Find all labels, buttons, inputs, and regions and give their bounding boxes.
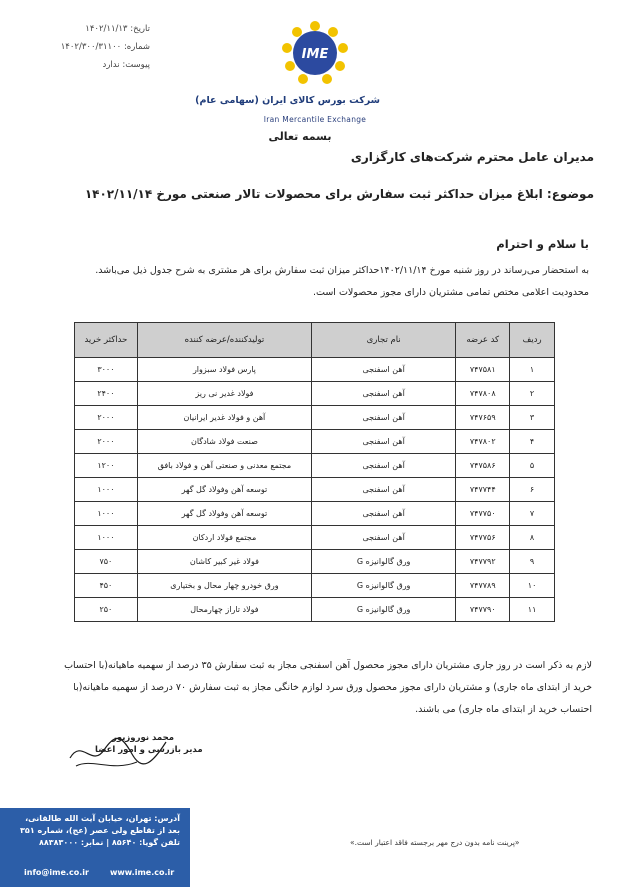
number-label: شماره:	[123, 42, 150, 52]
header-max-purchase: حداکثر خرید	[75, 323, 138, 358]
cell-producer: فولاد غیر کبیر کاشان	[137, 550, 311, 574]
cell-max-purchase: ۱۰۰۰	[75, 478, 138, 502]
date-value: ۱۴۰۲/۱۱/۱۳	[85, 24, 128, 34]
address-line-1: آدرس: تهران، خیابان آیت الله طالقانی،	[25, 814, 180, 823]
cell-offer-code: ۷۴۷۵۸۶	[456, 454, 510, 478]
attachment-label: پیوست:	[122, 60, 150, 70]
signatory-title: مدیر بازرسی و امور اعضا	[95, 745, 203, 755]
cell-trade-name: آهن اسفنجی	[312, 406, 456, 430]
cell-max-purchase: ۳۰۰۰	[75, 358, 138, 382]
table-row	[75, 406, 555, 430]
cell-max-purchase: ۱۲۰۰	[75, 454, 138, 478]
cell-trade-name: ورق گالوانیزه G	[312, 598, 456, 622]
attachment-row	[40, 56, 150, 74]
cell-index: ۵	[510, 454, 555, 478]
company-name-en: Iran Mercantile Exchange	[263, 115, 367, 124]
cell-trade-name: آهن اسفنجی	[312, 502, 456, 526]
cell-index: ۱	[510, 358, 555, 382]
cell-offer-code: ۷۴۷۷۵۶	[456, 526, 510, 550]
recipient: مدیران عامل محترم شرکت‌های کارگزاری	[350, 150, 594, 164]
note-line-1: لازم به ذکر است در روز جاری مشتریان دارای مجوز محصول آهن اسفنجی مجاز به ثبت سفارش ۳۵ درصد از سهمیه ماهیانه(با احتساب	[64, 660, 592, 671]
cell-max-purchase: ۷۵۰	[75, 550, 138, 574]
cell-trade-name: آهن اسفنجی	[312, 454, 456, 478]
cell-index: ۱۰	[510, 574, 555, 598]
cell-producer: آهن و فولاد غدیر ایرانیان	[137, 406, 311, 430]
cell-trade-name: آهن اسفنجی	[312, 358, 456, 382]
header-trade-name: نام تجاری	[312, 323, 456, 358]
signatory-name: محمد نوروزپور	[112, 733, 174, 743]
footer-contact-box	[0, 808, 190, 887]
cell-offer-code: ۷۴۷۸۰۲	[456, 430, 510, 454]
ime-logo	[195, 20, 380, 124]
cell-index: ۱۱	[510, 598, 555, 622]
cell-offer-code: ۷۴۷۷۵۰	[456, 502, 510, 526]
date-label: تاریخ:	[130, 24, 150, 34]
cell-trade-name: آهن اسفنجی	[312, 478, 456, 502]
footnote: «پرینت نامه بدون درج مهر برجسته فاقد اعتبار است.»	[350, 838, 520, 847]
greeting: با سلام و احترام	[496, 237, 589, 251]
note-line-3: احتساب خرید از ابتدای ماه جاری) می باشند.	[415, 704, 592, 715]
table-row	[75, 598, 555, 622]
cell-index: ۷	[510, 502, 555, 526]
cell-offer-code: ۷۴۷۸۰۸	[456, 382, 510, 406]
cell-producer: توسعه آهن وفولاد گل گهر	[137, 478, 311, 502]
table-row	[75, 382, 555, 406]
cell-producer: صنعت فولاد شادگان	[137, 430, 311, 454]
cell-max-purchase: ۲۵۰	[75, 598, 138, 622]
letter-meta	[40, 20, 150, 74]
cell-offer-code: ۷۴۷۵۸۱	[456, 358, 510, 382]
footer-website[interactable]: www.ime.co.ir	[110, 868, 175, 877]
table-row	[75, 454, 555, 478]
cell-trade-name: آهن اسفنجی	[312, 382, 456, 406]
cell-index: ۴	[510, 430, 555, 454]
letter-body	[24, 260, 589, 304]
cell-producer: ورق خودرو چهار محال و بختیاری	[137, 574, 311, 598]
footer-address	[0, 813, 180, 849]
cell-producer: فولاد غدیر نی ریز	[137, 382, 311, 406]
basmala: بسمه تعالی	[268, 130, 332, 143]
cell-offer-code: ۷۴۷۷۹۲	[456, 550, 510, 574]
cell-offer-code: ۷۴۷۷۴۴	[456, 478, 510, 502]
body-line-1: به استحضار می‌رساند در روز شنبه مورخ ۱۴۰۲/۱۱/۱۴حداکثر میزان ثبت سفارش برای هر مشتری به شرح جدول ذیل می‌باشد.	[95, 265, 589, 276]
cell-offer-code: ۷۴۷۷۸۹	[456, 574, 510, 598]
cell-max-purchase: ۲۰۰۰	[75, 430, 138, 454]
note-line-2: خرید از ابتدای ماه جاری) و مشتریان دارای مجوز محصول ورق سرد لوازم خانگی مجاز به ثبت سفارش ۷۰ درصد از سهمیه ماهیانه(با	[73, 682, 592, 693]
table-header-row	[75, 323, 555, 358]
number-value: ۱۴۰۲/۳۰۰/۳۱۱۰۰	[60, 42, 122, 52]
body-line-2: محدودیت اعلامی مختص تمامی مشتریان دارای مجوز محصولات است.	[312, 287, 589, 298]
cell-producer: فولاد تاراز چهارمحال	[137, 598, 311, 622]
cell-producer: توسعه آهن وفولاد گل گهر	[137, 502, 311, 526]
table-row	[75, 358, 555, 382]
table-row	[75, 526, 555, 550]
cell-max-purchase: ۲۴۰۰	[75, 382, 138, 406]
cell-offer-code: ۷۴۷۶۵۹	[456, 406, 510, 430]
date-row	[40, 20, 150, 38]
company-name-fa: شرکت بورس کالای ایران (سهامی عام)	[195, 95, 380, 106]
cell-producer: مجتمع فولاد اردکان	[137, 526, 311, 550]
cell-offer-code: ۷۴۷۷۹۰	[456, 598, 510, 622]
ime-logo-mark	[280, 20, 350, 86]
table-row	[75, 550, 555, 574]
table-row	[75, 430, 555, 454]
cell-trade-name: ورق گالوانیزه G	[312, 574, 456, 598]
cell-index: ۳	[510, 406, 555, 430]
cell-index: ۸	[510, 526, 555, 550]
attachment-value: ندارد	[102, 60, 120, 70]
cell-max-purchase: ۴۵۰	[75, 574, 138, 598]
cell-max-purchase: ۲۰۰۰	[75, 406, 138, 430]
number-row	[40, 38, 150, 56]
footer-email[interactable]: info@ime.co.ir	[24, 868, 89, 877]
header-index: ردیف	[510, 323, 555, 358]
cell-max-purchase: ۱۰۰۰	[75, 502, 138, 526]
cell-trade-name: ورق گالوانیزه G	[312, 550, 456, 574]
cell-producer: مجتمع معدنی و صنعتی آهن و فولاد بافق	[137, 454, 311, 478]
table-row	[75, 502, 555, 526]
cell-trade-name: آهن اسفنجی	[312, 430, 456, 454]
svg-text:IME: IME	[301, 47, 329, 62]
cell-index: ۲	[510, 382, 555, 406]
cell-producer: پارس فولاد سبزوار	[137, 358, 311, 382]
order-limits-table	[74, 322, 555, 622]
cell-trade-name: آهن اسفنجی	[312, 526, 456, 550]
cell-index: ۹	[510, 550, 555, 574]
header-producer: تولیدکننده/عرضه کننده	[137, 323, 311, 358]
address-line-2: بعد از تقاطع ولی عصر (عج)، شماره ۳۵۱	[20, 826, 180, 835]
cell-max-purchase: ۱۰۰۰	[75, 526, 138, 550]
note-paragraph	[22, 655, 592, 721]
cell-index: ۶	[510, 478, 555, 502]
table-row	[75, 574, 555, 598]
address-line-3: تلفن گویا: ۸۵۶۴۰ | نمابر: ۸۸۳۸۳۰۰۰	[39, 838, 180, 847]
header-offer-code: کد عرضه	[456, 323, 510, 358]
subject: موضوع: ابلاغ میزان حداکثر ثبت سفارش برای محصولات تالار صنعتی مورخ ۱۴۰۲/۱۱/۱۴	[84, 187, 594, 201]
table-row	[75, 478, 555, 502]
